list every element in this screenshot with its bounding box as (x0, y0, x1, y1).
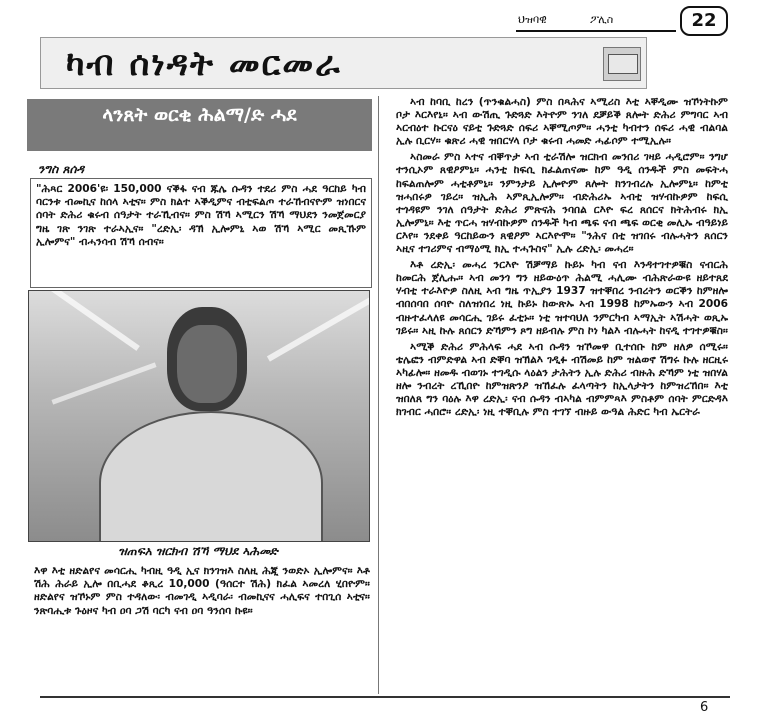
photo-leaf (51, 362, 156, 404)
header-publication-label: ፖሊስ (590, 13, 614, 26)
right-column-body (396, 96, 728, 422)
article-headline: ላንጸት ወርቂ ሕልማ/ድ ሓደ (102, 104, 297, 126)
body-paragraph: ኣብ ከባቢ ከረን (ጥንቁልሓስ) ምስ በጻሕና ኣሚሪስ እቲ ኣቐዲሙ ዝኾነትኩም ቦታ እርእየኒ። ኣብ ውሽጢ ጉድጓድ እትዮም ንገለ ደቓይቕ ጸሎት ድሕሪ ምግባር ኣብ ኣርብዕተ ኩርናዕ ናይቲ ጉድጓድ ሰፍሪ ኣቐሚጦም። ሓንቲ ካብተን ሰፍሪ ሓዊ ብልባል ኢሉ ቢርሃ። ቁጽሪ ሓዊ ዝበርሃላ ቦታ ቁሩብ ሓመድ ሓፊሶም ተሚኢሉ። (396, 96, 728, 148)
portrait-photo (28, 290, 370, 542)
footer-rule (40, 696, 730, 698)
header-section-label: ህዝባዊ (518, 13, 547, 26)
photo-caption: ዝጠፍአ ዝርክብ ሽኻ ማህደ ኣሕመድ (118, 544, 278, 558)
body-paragraph: ኣስመራ ምስ ኣተና ብቐጥታ ኣብ ቲራሽሎ ዝርክብ መንበሪ ገዛይ ሓዲሮም። ንግሆ ተንሲኦም ጸዊዖምኒ። ሓንቲ ከፍሲ ክፈልጠናሙ ከም ዓዲ ሰንዱች ምስ መፍትሓ ከፍልጠሎም ሓቲቶምኒ። ንምንታይ ኢሎዮም ጸሎት ክንገብረሉ ኢሎምኒ። ከምቲ ዝሓበሩዎ ገይረ። ዝኢሕ ኣምጺኢሎም። ብድሕሪኡ ኣብቲ ዝሃብኩዎም ከፍሲ ተጎዳዩም ንገለ ሰዓታት ድሕሪ ምጽናሕ ንባበል ርእዮ ፍረ ጸሰርና ክትሕብሩ ክኢ ኢሎምኒ። እቲ ጥርሓ ዝሃብኩዎም ሰንዱች ካብ ጫፍ ናብ ጫፍ ወርቂ መሊኡ ብዓይነይ ርእየ። ንደቀይ ዓርከይውን ጸዊዖም ኣርእዮሞ። "ንሕና በቲ ዝገበሩ ብሉሓትን ጸሰርን ኣዚና ተገሪምና ብማዕሚ ክኢ ተሓጉስና" ኢሉ ረድኢ፡ መሓረ። (396, 151, 728, 256)
section-title: ካብ ሰነዳት መርመራ (66, 44, 342, 84)
header-rule (516, 30, 676, 32)
column-divider (378, 96, 379, 694)
article-byline: ንግስ ጸሰዳ (38, 162, 85, 176)
article-lead: "ሕጻር 2006'ዩ፡ 150,000 ናቕፋ ናብ ጁሌ ሱዳን ተደሪ ምስ ሓደ ዓርከይ ካብ ባርንቱ ብመኪና ከሰላ ኣቲና። ምስ ክልተ ኣቕዲምና ብቲፍልጦ ተራኸብናዮም ዝነበርና ሰባት ድሕሪ ቁሩብ ሰዓታት ተራኺብና። ምስ ሽኻ ኣሚርን ሽኻ ማህደን ንመጀመርያ ግዜ ገጽ ንገጽ ተራኣኢና። "ረድኢ፡ ዳኽ ኢሎምኒ ኣወ ሽኻ ኣሚር መጺኹም ኢሎምና" ብሓንሳብ ሽኻ ሰብና። (36, 183, 366, 248)
body-paragraph: ኣሚቕ ድሕሪ ምሕላፍ ሓደ ኣብ ሱዳን ዝኾመዋ ቢተሰቡ ከም ዘለዎ ሰሚሩ። ቴሌፎን ብምድዋል ኣብ ድቐባ ዝኽልእ ገዲፉ ብሽመይ ከም ዝልወኖ ሽግሩ ኩሉ ዘርዚሩ ኣካፊሎ። ዘመዱ ብወገኑ ተገዲሱ ላዕልን ታሕትን ኢሉ ድሕሪ ብዙሕ ድኻም ነቲ ዝበሃል ዘሎ ንብረት ረኺበዮ ከምዝጽንዖ ዝኸፈሉ ፈላጣትን ከኢላታትን ከምዝረኸበ። እቲ ዝበለጸ ግን ባዕሉ እዋ ረድኢ፡ ናብ ሱዳን ብኣካል ብምምጻእ ምስቶም ሰባት ምርድዳእ ክገብር ሓበሮ። ረድኢ፡ ነዚ ተቐቢሉ ምስ ተገኘ ብዙይ ውዓል ሕድር ካብ ኤርትራ (396, 340, 728, 419)
left-column-body: እዋ እቲ ዘድልየና መሳርሒ ካብዚ ዓዲ ኢና ክንገዝእ ስለዚ ሕጂ ንወድኦ ኢሎምና። እቶ ሽሕ ሕራይ ኢሎ በቢሓደ ቆጺረ 10,000 (ዓሰርተ ሽሕ) ክፈል ኣመረለ ሂበዮም። ዘድልየና ዝኾኑም ምስ ተዳለው፡ ብመገዲ ኣዲባራ፡ ብመኪናና ሓሊፍና ተበጊሰ ኣቲና። ንጽባሒቱ ጉዕዞና ካብ ዐባ ጋሽ ባርካ ናብ ዐባ ዓንሰባ ኩዩ። (34, 565, 370, 617)
page-number-badge: 22 (680, 6, 728, 36)
photo-leaf (267, 290, 370, 362)
photo-figure-face (177, 325, 237, 403)
photo-leaf (38, 290, 140, 351)
footer-page-number: 6 (700, 700, 709, 715)
body-paragraph: እቶ ረድኢ፡ መሓረ ንርእዮ ሽቓማይ ኩይኑ ካብ ናብ እንዳተገተዎቑስ ናብርሕ ከመርሕ ጀሊሑ። ኣብ መንጎ ግን ዘይውዕጥ ሕልሚ ሓሊሙ ብሕጽራውዩ ዘይተጸደ ሃብቲ ተራእዮዎ ስለዚ ኣብ ግዜ ጥኢያን 1937 ዝተቐበረ ንብረትን ወርቕን ከምዘሎ ብበሰባበ ሰባዮ ስለዝነበረ ነዚ ኩይኑ ከውጽኡ ኣብ 1998 ከምኡውን ኣብ 2006 ብዙተፈላለዩ መሳርሒ ገይሩ ፈቲኑ። ነቲ ዝተባህለ ንምርካብ ኣማኢት ኣሽሓት ወጺኡ ገይሩ። ኣዚ ኩሉ ጸሰርን ድኻምን ጾግ ዘይብሉ ምስ ኮነ ካልእ ብሉሓት ከናዲ ተገተዎቑስ። (396, 259, 728, 337)
book-icon (603, 47, 641, 81)
photo-figure-body (99, 411, 323, 542)
